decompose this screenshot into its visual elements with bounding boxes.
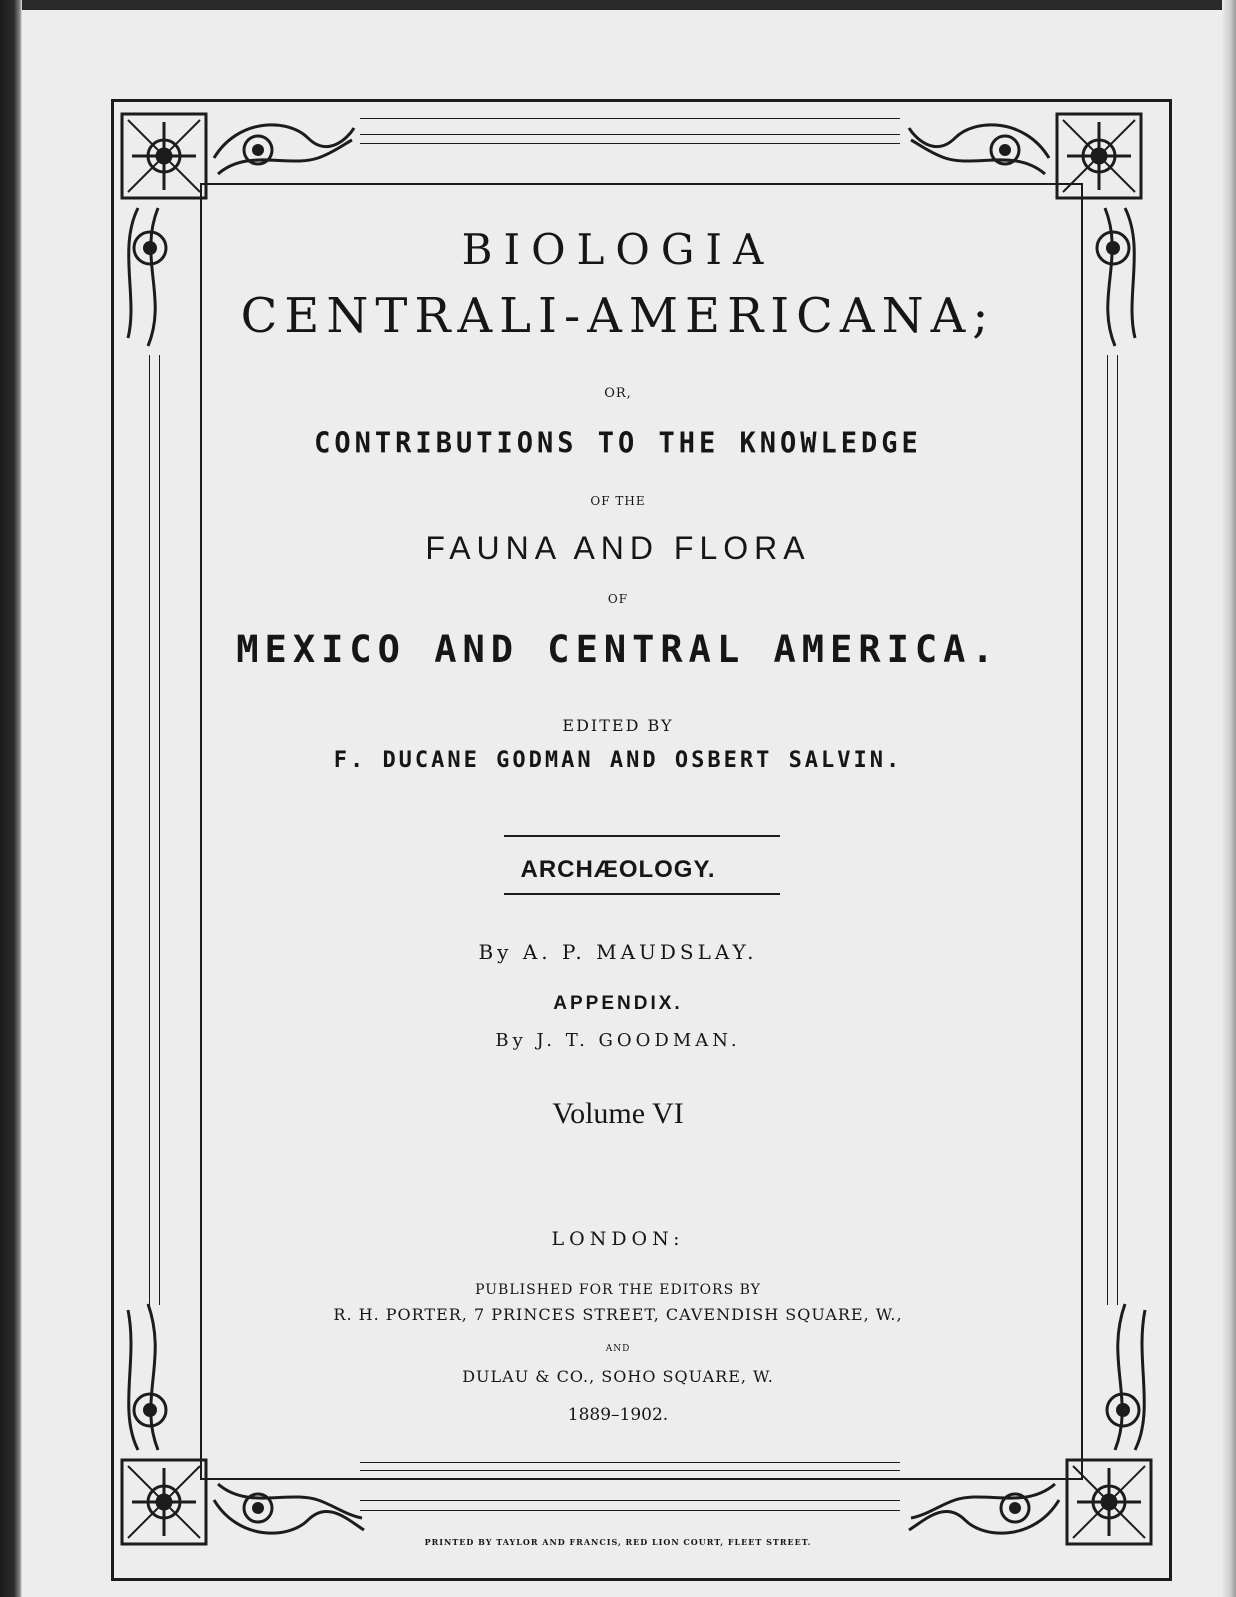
or-connector: OR,: [604, 386, 632, 401]
top-rule-1: [360, 118, 900, 119]
title-line-2: CENTRALI-AMERICANA;: [240, 288, 996, 344]
section-rule-top: [504, 835, 780, 837]
page-edge-top: [0, 0, 1236, 10]
section-title: ARCHÆOLOGY.: [520, 856, 716, 883]
imprint-publisher-2: DULAU & CO., SOHO SQUARE, W.: [462, 1367, 774, 1386]
appendix-author-line: By J. T. GOODMAN.: [495, 1030, 741, 1051]
corner-ornament-icon: [118, 1300, 368, 1550]
volume-label: Volume VI: [552, 1097, 684, 1130]
edited-by-label: EDITED BY: [562, 716, 674, 735]
of-the-connector: OF THE: [590, 494, 646, 508]
corner-ornament-icon: [905, 1300, 1155, 1550]
bottom-rule-2: [360, 1470, 900, 1471]
fauna-flora-heading: FAUNA AND FLORA: [425, 530, 811, 566]
top-rule-2: [360, 134, 900, 135]
subtitle: CONTRIBUTIONS TO THE KNOWLEDGE: [314, 427, 922, 460]
of-connector: OF: [607, 592, 629, 606]
imprint-dates: 1889–1902.: [567, 1405, 669, 1425]
printer-line: PRINTED BY TAYLOR AND FRANCIS, RED LION COURT, FLEET STREET.: [424, 1537, 812, 1547]
author-line: By A. P. MAUDSLAY.: [478, 940, 758, 964]
imprint-publisher-1: R. H. PORTER, 7 PRINCES STREET, CAVENDISH SQUARE, W.,: [333, 1305, 903, 1324]
top-rule-3: [360, 143, 900, 144]
imprint-city: LONDON:: [551, 1228, 685, 1250]
section-rule-bottom: [504, 893, 780, 895]
imprint-published-for: PUBLISHED FOR THE EDITORS BY: [475, 1282, 761, 1298]
editors-names: F. DUCANE GODMAN AND OSBERT SALVIN.: [333, 748, 903, 773]
appendix-label: APPENDIX.: [553, 993, 683, 1014]
title-line-1: BIOLOGIA: [461, 225, 775, 274]
bottom-rule-3: [360, 1500, 900, 1501]
region-heading: MEXICO AND CENTRAL AMERICA.: [236, 628, 1000, 671]
bottom-rule-4: [360, 1510, 900, 1511]
bottom-rule-1: [360, 1462, 900, 1463]
imprint-and: AND: [605, 1344, 631, 1354]
